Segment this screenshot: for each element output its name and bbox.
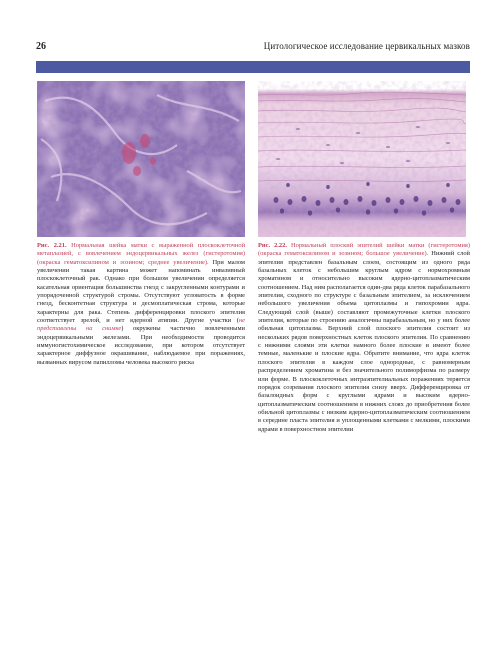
figure-label: Рис. 2.21. xyxy=(37,242,67,249)
page-number: 26 xyxy=(36,41,46,52)
running-head: Цитологическое исследование цервикальных мазков xyxy=(263,41,470,51)
figure-caption: Нормальная шейка матки с выраженной плоскоклеточной метаплазией, с вовлечением эндоцервикальных желез (гистеротомия) (окраска гематоксилином и эозином; среднее увеличение). xyxy=(37,242,246,266)
caption-fig-2-21 xyxy=(37,242,245,367)
figure-description: Нижний слой эпителия представлен базальным слоем, состоящим из одного ряда базальных клеток с небольшим круглым ядром с нормохромным хроматином и относительно высоким ядерно-цитоплазматическим соотношением. Над ним располагается один-два ряда клеток парабазального эпителия, сходного по структуре с базальным эпителием, за исключением небольшого увеличения объема цитоплазмы и гипохромии ядра. Следующий слой (выше) составляют промежуточные клетки плоского эпителия, которые по строению аналогичны парабазальным, но у них более обильная цитоплазма. Верхний слой плоского эпителия состоит из нескольких рядов поверхностных клеток плоского эпителия. По сравнению с нижними слоями эти клетки намного более плоские и имеют более темные, маленькие и плоские ядра. Обратите внимание, что ядра клеток плоского эпителия в каждом слое однородные, с равномерным распределением хроматина и без значительного полиморфизма по размеру или форме. В плоскоклеточных интраэпителиальных поражениях теряется порядок созревания плоского эпителия снизу вверх. Дифференцировка от базалоидных форм с круглыми ядрами и высоким ядерно-цитоплазматическим соотношением в нижних слоях до приобретения более обильной цитоплазмы с низким ядерно-цитоплазматическим соотношением в середине пласта эпителия и уплощенными клетками с мелкими, плоскими ядрами в поверхностном эпителии xyxy=(258,250,470,433)
caption-fig-2-22 xyxy=(258,242,470,434)
micrograph-metaplasia xyxy=(37,81,245,237)
micrograph-squamous-epithelium xyxy=(258,81,466,237)
header-band xyxy=(36,61,470,73)
figure-description-cont: ) окружены частично вовлеченными эндоцервикальными железами. При необходимости проводится иммуногистохимическое исследование, при котором отсутствует характерное диффузное окрашивание, наблюдаемое при поражениях, вызванных вирусом папилломы человека высокого риска xyxy=(37,325,245,366)
figure-label: Рис. 2.22. xyxy=(258,242,287,249)
figure-description: При малом увеличении такая картина может напоминать инвазивный плоскоклеточный рак. Однако при большом увеличении определяется касательная ориентация большинства гнезд с закругленными контурами и упорядоченной структурой стромы. Отсутствуют угловатость в форме гнезд, бесконтетная структура и десмоплатическая строма, которые характерны для рака. Степень дифференцировки плоского эпителия соответствует зрелой, и нет ядерной атипии. Другие участки ( xyxy=(37,258,245,325)
figure-caption: Нормальный плоский эпителий шейки матки (гистеротомия) (окраска гематоксилином и эозином; большое увеличение). xyxy=(258,242,470,258)
figure-description-emphasis: не представлены на снимке xyxy=(37,317,245,333)
